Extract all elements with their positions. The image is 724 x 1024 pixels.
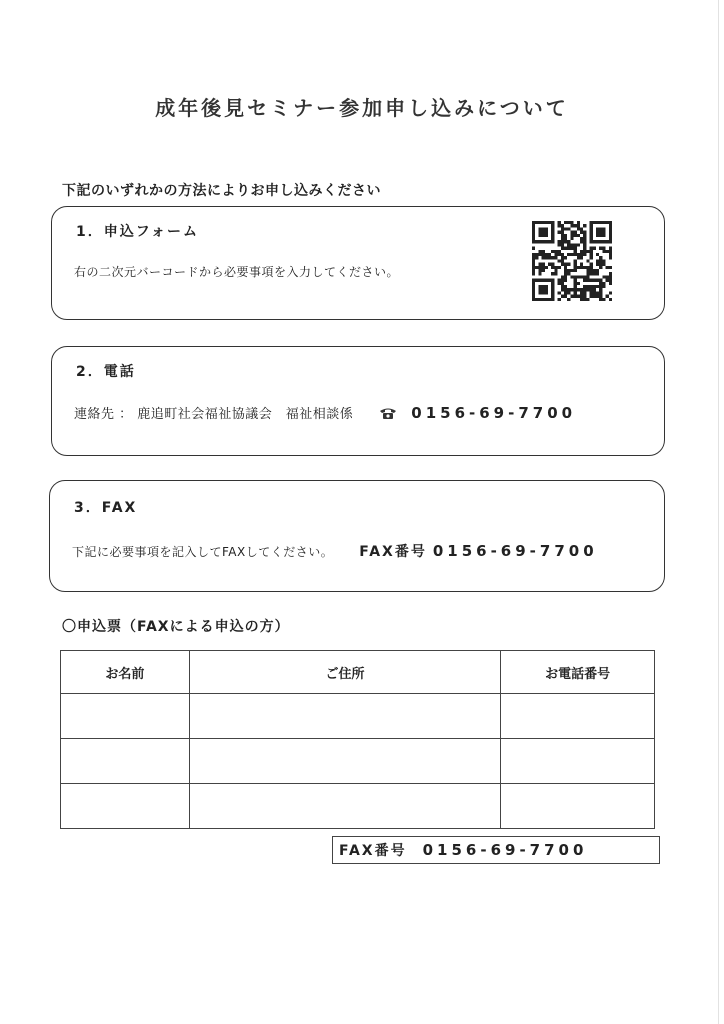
phone-number[interactable]: 0156-69-7700 xyxy=(411,404,577,422)
column-header-name: お名前 xyxy=(61,651,190,694)
contact-text: 連絡先 ： 鹿追町社会福祉協議会 福祉相談係 xyxy=(74,407,354,422)
table-header-row xyxy=(61,651,655,694)
method-fax-body: 下記に必要事項を記入してFAXしてください。 xyxy=(72,545,334,559)
page-title: 成年後見セミナー参加申し込みについて xyxy=(155,96,569,120)
address-cell[interactable] xyxy=(189,739,500,784)
fax-inline xyxy=(359,544,597,560)
method-phone-title: 2．電話 xyxy=(76,364,136,380)
column-header-address: ご住所 xyxy=(189,651,500,694)
application-form-table xyxy=(60,650,655,829)
name-cell[interactable] xyxy=(61,694,190,739)
phone-cell[interactable] xyxy=(501,784,655,829)
method-form-body: 右の二次元バーコードから必要事項を入力してください。 xyxy=(74,265,400,279)
form-heading: 〇申込票（FAXによる申込の方） xyxy=(62,619,290,635)
fax-label: FAX番号 xyxy=(359,544,427,560)
method-form-box xyxy=(51,206,665,320)
fax-footer-box xyxy=(332,836,660,864)
method-fax-title: 3．FAX xyxy=(74,500,138,516)
table-row xyxy=(61,784,655,829)
intro-text: 下記のいずれかの方法によりお申し込みください xyxy=(62,183,381,199)
address-cell[interactable] xyxy=(189,784,500,829)
name-cell[interactable] xyxy=(61,784,190,829)
phone-cell[interactable] xyxy=(501,739,655,784)
fax-footer-number: 0156-69-7700 xyxy=(422,841,588,859)
qr-code-icon[interactable] xyxy=(532,221,612,301)
phone-cell[interactable] xyxy=(501,694,655,739)
fax-footer-label: FAX番号 xyxy=(339,843,407,859)
page-edge-line xyxy=(718,0,719,1024)
column-header-phone: お電話番号 xyxy=(501,651,655,694)
fax-number: 0156-69-7700 xyxy=(432,542,598,560)
name-cell[interactable] xyxy=(61,739,190,784)
table-row xyxy=(61,739,655,784)
method-phone-box xyxy=(51,346,665,456)
table-row xyxy=(61,694,655,739)
telephone-icon xyxy=(379,407,397,419)
method-phone-line xyxy=(74,403,576,422)
address-cell[interactable] xyxy=(189,694,500,739)
method-form-title: 1．申込フォーム xyxy=(76,224,200,240)
method-fax-box xyxy=(49,480,665,592)
method-fax-line xyxy=(72,541,598,561)
